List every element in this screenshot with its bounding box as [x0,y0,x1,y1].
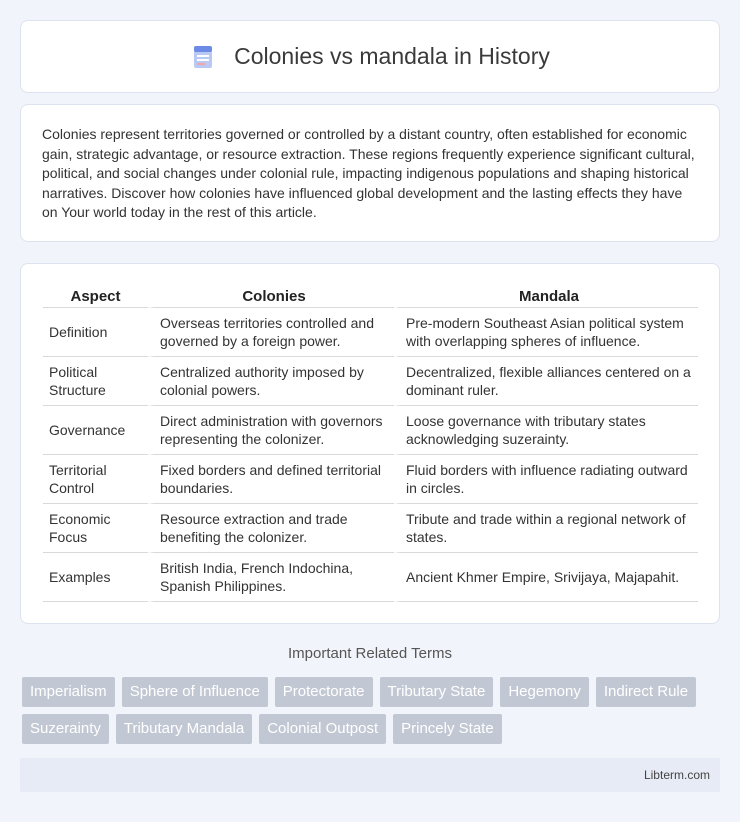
table-row [43,553,698,602]
cell-aspect: Territorial Control [43,455,148,504]
page-title: Colonies vs mandala in History [234,43,550,69]
tag-imperialism[interactable]: Imperialism [22,677,115,707]
header-aspect: Aspect [43,286,148,308]
footer [20,758,720,792]
document-icon [190,44,216,70]
header-colonies: Colonies [148,286,394,308]
cell-aspect: Governance [43,406,148,455]
cell-aspect: Definition [43,308,148,357]
table-header-row [43,286,698,308]
table-row [43,357,698,406]
cell-mandala: Decentralized, flexible alliances centered on a dominant ruler. [394,357,698,406]
tag-tributary-state[interactable]: Tributary State [380,677,494,707]
tag-colonial-outpost[interactable]: Colonial Outpost [259,714,386,744]
intro-card [20,104,720,242]
cell-colonies: Fixed borders and defined territorial boundaries. [148,455,394,504]
cell-colonies: Direct administration with governors representing the colonizer. [148,406,394,455]
comparison-card [20,263,720,624]
tag-protectorate[interactable]: Protectorate [275,677,373,707]
cell-mandala: Tribute and trade within a regional network of states. [394,504,698,553]
table-row [43,308,698,357]
cell-aspect: Economic Focus [43,504,148,553]
cell-aspect: Examples [43,553,148,602]
table-row [43,406,698,455]
tag-princely-state[interactable]: Princely State [393,714,502,744]
cell-colonies: Resource extraction and trade benefiting the colonizer. [148,504,394,553]
cell-aspect: Political Structure [43,357,148,406]
related-terms-list [22,677,722,744]
cell-mandala: Pre-modern Southeast Asian political system with overlapping spheres of influence. [394,308,698,357]
tag-hegemony[interactable]: Hegemony [500,677,589,707]
cell-colonies: Centralized authority imposed by colonial powers. [148,357,394,406]
table-row [43,455,698,504]
header-card [20,20,720,93]
tag-tributary-mandala[interactable]: Tributary Mandala [116,714,252,744]
cell-colonies: British India, French Indochina, Spanish Philippines. [148,553,394,602]
tag-sphere-of-influence[interactable]: Sphere of Influence [122,677,268,707]
comparison-table [43,286,698,602]
intro-text: Colonies represent territories governed or controlled by a distant country, often established for economic gain, strategic advantage, or resource extraction. These regions frequently experience significant cultural, political, and social changes under colonial rule, impacting indigenous populations and shaping historical narratives. Discover how colonies have influenced global development and the lasting effects they have on Your world today in the rest of this article. [42,126,695,221]
cell-colonies: Overseas territories controlled and governed by a foreign power. [148,308,394,357]
footer-site-link[interactable]: Libterm.com [643,768,710,782]
cell-mandala: Loose governance with tributary states acknowledging suzerainty. [394,406,698,455]
tag-indirect-rule[interactable]: Indirect Rule [596,677,696,707]
tag-suzerainty[interactable]: Suzerainty [22,714,109,744]
table-row [43,504,698,553]
header-mandala: Mandala [394,286,698,308]
related-terms-title: Important Related Terms [288,645,452,662]
cell-mandala: Fluid borders with influence radiating outward in circles. [394,455,698,504]
cell-mandala: Ancient Khmer Empire, Srivijaya, Majapahit. [394,553,698,602]
